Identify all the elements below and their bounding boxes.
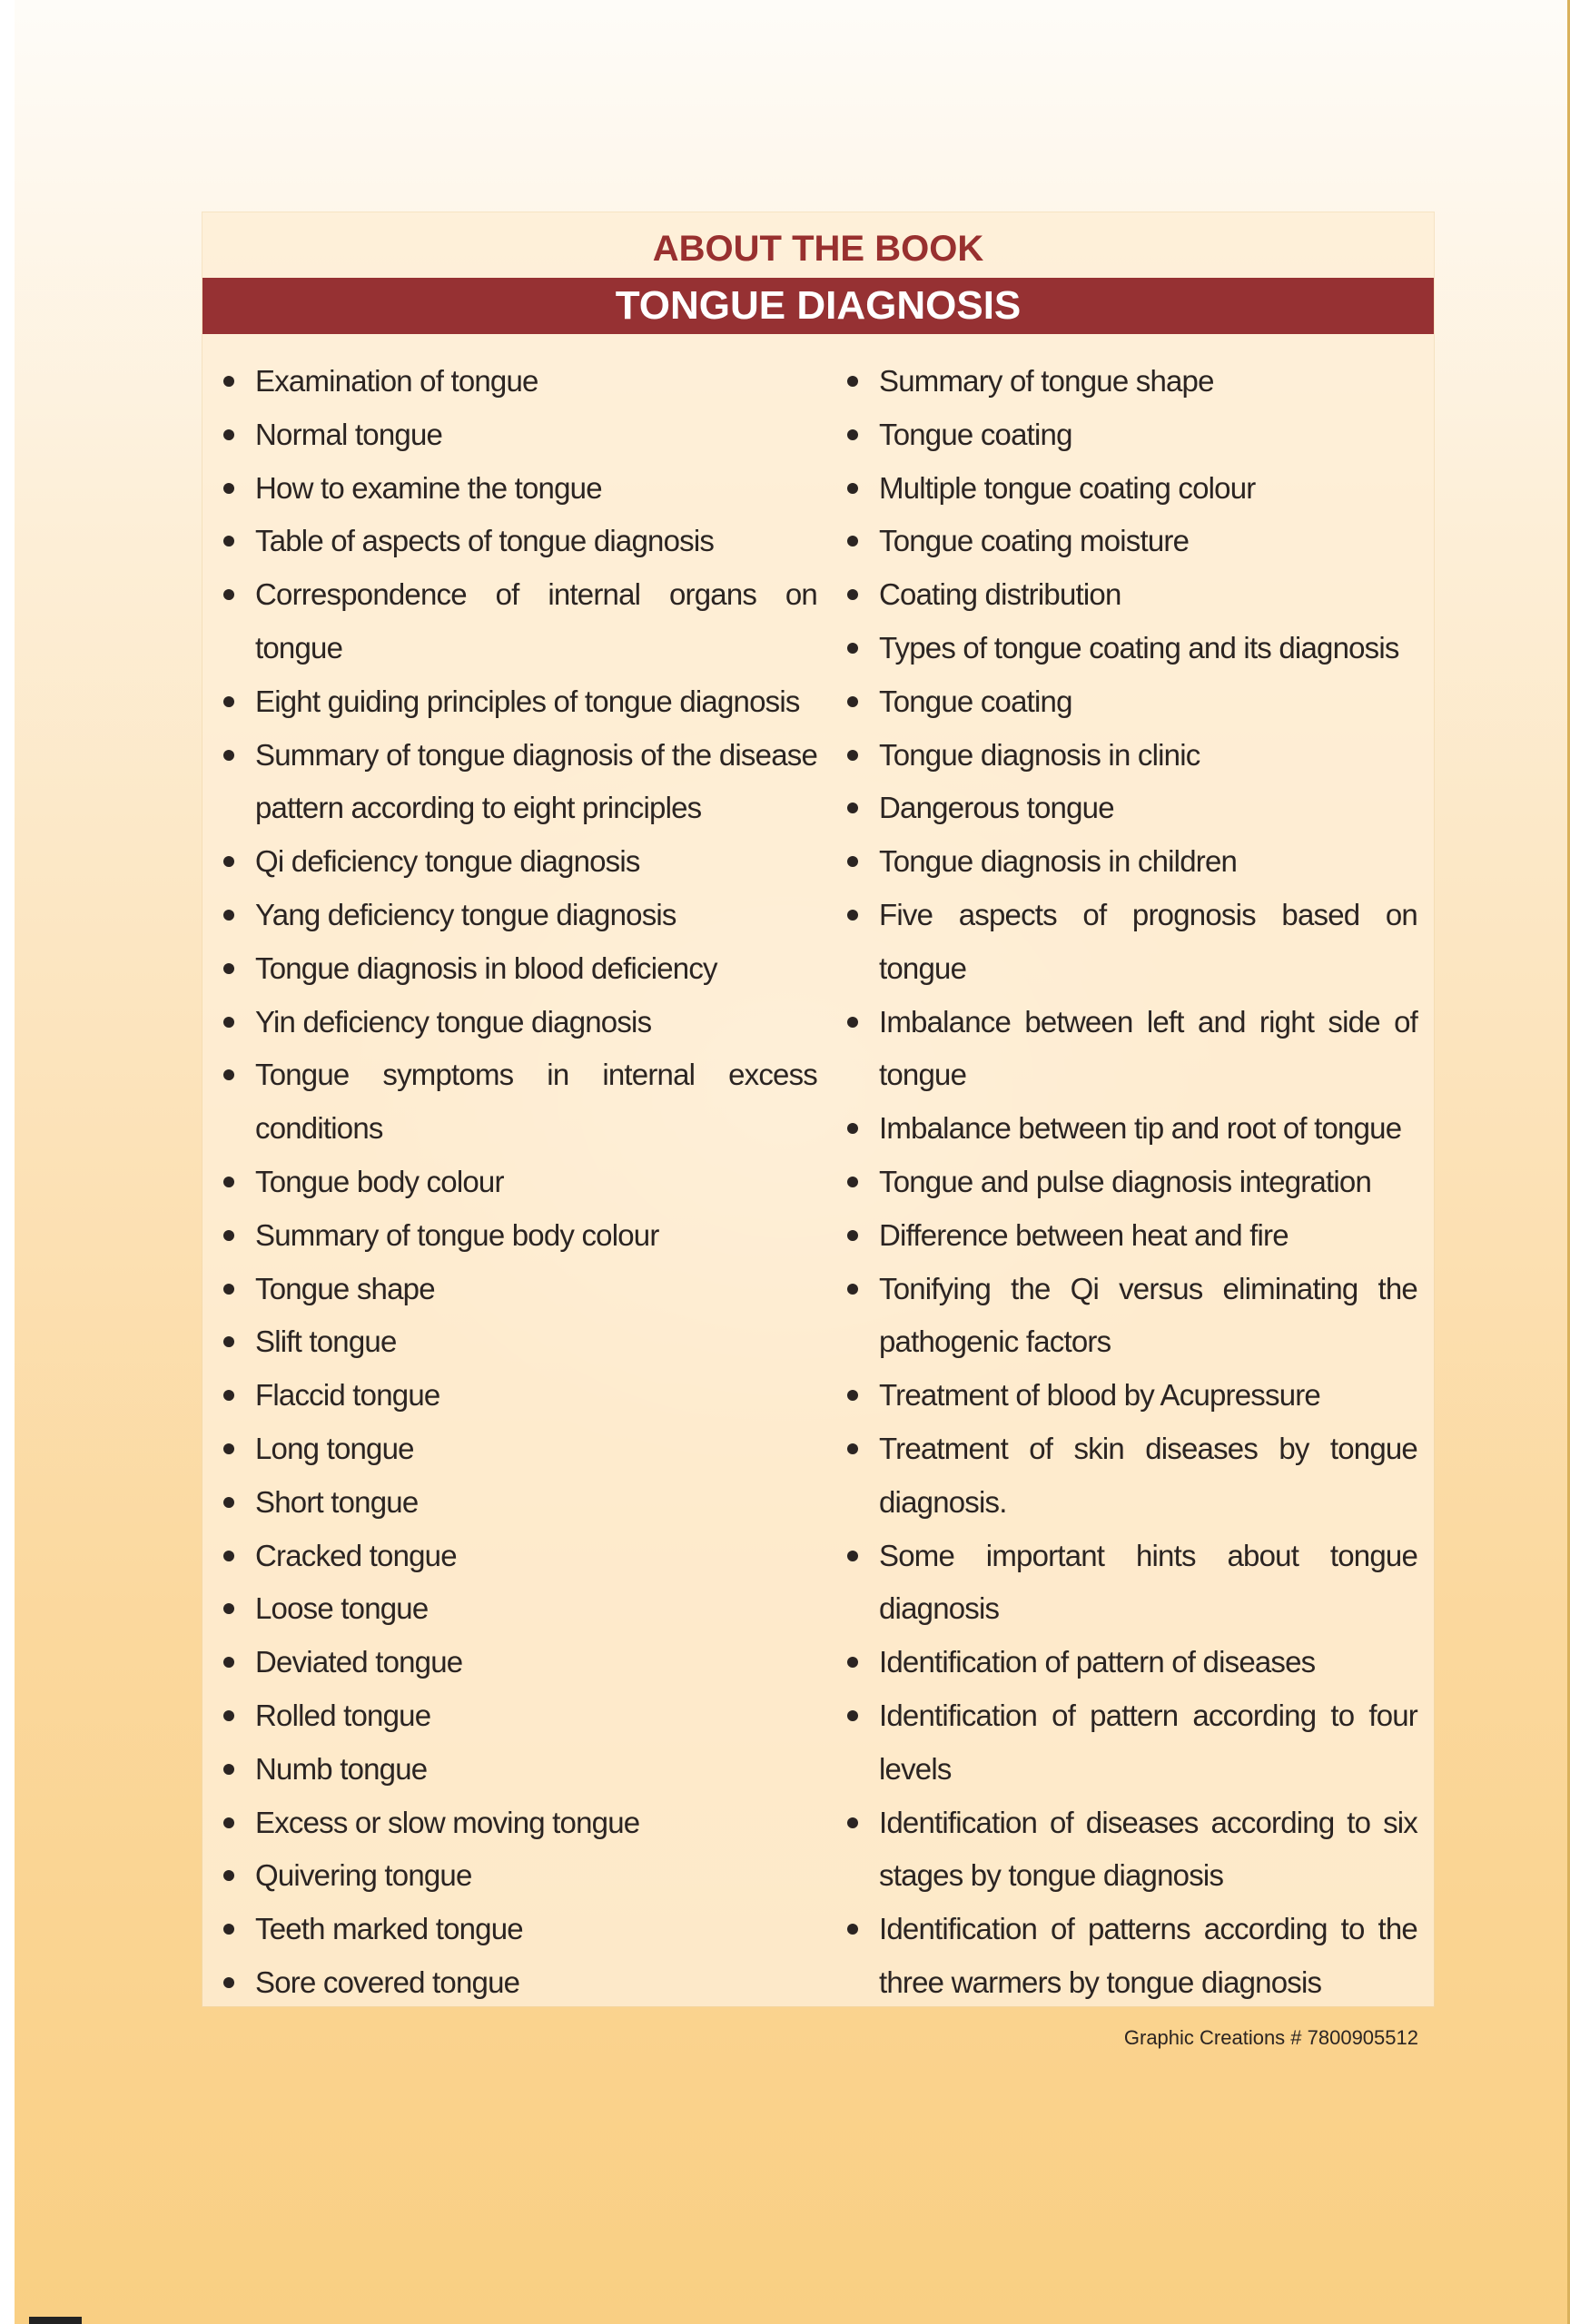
- list-item: Loose tongue: [223, 1582, 817, 1636]
- list-item: Dangerous tongue: [847, 782, 1417, 835]
- list-item: Examination of tongue: [223, 355, 817, 409]
- list-item: Summary of tongue body colour: [223, 1209, 817, 1263]
- list-item: Tongue shape: [223, 1263, 817, 1316]
- list-item: Summary of tongue shape: [847, 355, 1417, 409]
- list-item: Summary of tongue diagnosis of the disease pattern according to eight principles: [223, 729, 817, 836]
- list-item: Coating distribution: [847, 568, 1417, 622]
- list-item: Short tongue: [223, 1476, 817, 1530]
- list-item: Slift tongue: [223, 1315, 817, 1369]
- list-item: Treatment of blood by Acupressure: [847, 1369, 1417, 1423]
- list-item: Tongue diagnosis in clinic: [847, 729, 1417, 783]
- list-item: Rolled tongue: [223, 1689, 817, 1743]
- list-item: Identification of pattern according to four levels: [847, 1689, 1417, 1797]
- list-item: Types of tongue coating and its diagnosis: [847, 622, 1417, 675]
- list-item: Tongue symptoms in internal excess conditions: [223, 1049, 817, 1156]
- list-item: Quivering tongue: [223, 1849, 817, 1903]
- list-item: Some important hints about tongue diagnosis: [847, 1530, 1417, 1637]
- list-item: Eight guiding principles of tongue diagnosis: [223, 675, 817, 729]
- list-item: Imbalance between left and right side of tongue: [847, 996, 1417, 1103]
- topic-list-left: [223, 355, 817, 2010]
- list-item: Teeth marked tongue: [223, 1903, 817, 1956]
- page-margin-strip: [0, 0, 15, 2324]
- list-item: Table of aspects of tongue diagnosis: [223, 515, 817, 568]
- about-heading: ABOUT THE BOOK: [652, 229, 984, 269]
- list-item: Tongue diagnosis in blood deficiency: [223, 942, 817, 996]
- list-item: Multiple tongue coating colour: [847, 462, 1417, 516]
- list-item: Correspondence of internal organs on tongue: [223, 568, 817, 675]
- list-item: How to examine the tongue: [223, 462, 817, 516]
- list-item: Numb tongue: [223, 1743, 817, 1797]
- corner-mark: [29, 2317, 82, 2324]
- title-banner: TONGUE DIAGNOSIS: [202, 278, 1434, 334]
- list-item: Tongue and pulse diagnosis integration: [847, 1156, 1417, 1209]
- list-item: Treatment of skin diseases by tongue diagnosis.: [847, 1423, 1417, 1530]
- list-item: Tongue coating moisture: [847, 515, 1417, 568]
- list-item: Long tongue: [223, 1423, 817, 1476]
- list-item: Tongue coating: [847, 409, 1417, 462]
- list-item: Sore covered tongue: [223, 1956, 817, 2010]
- list-item: Yang deficiency tongue diagnosis: [223, 889, 817, 942]
- list-item: Five aspects of prognosis based on tongue: [847, 889, 1417, 996]
- list-item: Yin deficiency tongue diagnosis: [223, 996, 817, 1049]
- list-item: Tongue body colour: [223, 1156, 817, 1209]
- list-item: Excess or slow moving tongue: [223, 1797, 817, 1850]
- about-panel: [202, 212, 1434, 2006]
- topic-list-right: [847, 355, 1417, 2010]
- list-item: Imbalance between tip and root of tongue: [847, 1102, 1417, 1156]
- list-item: Normal tongue: [223, 409, 817, 462]
- publisher-credit: Graphic Creations # 7800905512: [1123, 2026, 1418, 2049]
- list-item: Difference between heat and fire: [847, 1209, 1417, 1263]
- list-item: Identification of pattern of diseases: [847, 1636, 1417, 1689]
- list-item: Cracked tongue: [223, 1530, 817, 1583]
- list-item: Deviated tongue: [223, 1636, 817, 1689]
- list-item: Tonifying the Qi versus eliminating the pathogenic factors: [847, 1263, 1417, 1370]
- list-item: Qi deficiency tongue diagnosis: [223, 835, 817, 889]
- list-item: Identification of patterns according to the three warmers by tongue diagnosis: [847, 1903, 1417, 2010]
- list-item: Tongue coating: [847, 675, 1417, 729]
- list-item: Tongue diagnosis in children: [847, 835, 1417, 889]
- list-item: Flaccid tongue: [223, 1369, 817, 1423]
- list-item: Identification of diseases according to six stages by tongue diagnosis: [847, 1797, 1417, 1904]
